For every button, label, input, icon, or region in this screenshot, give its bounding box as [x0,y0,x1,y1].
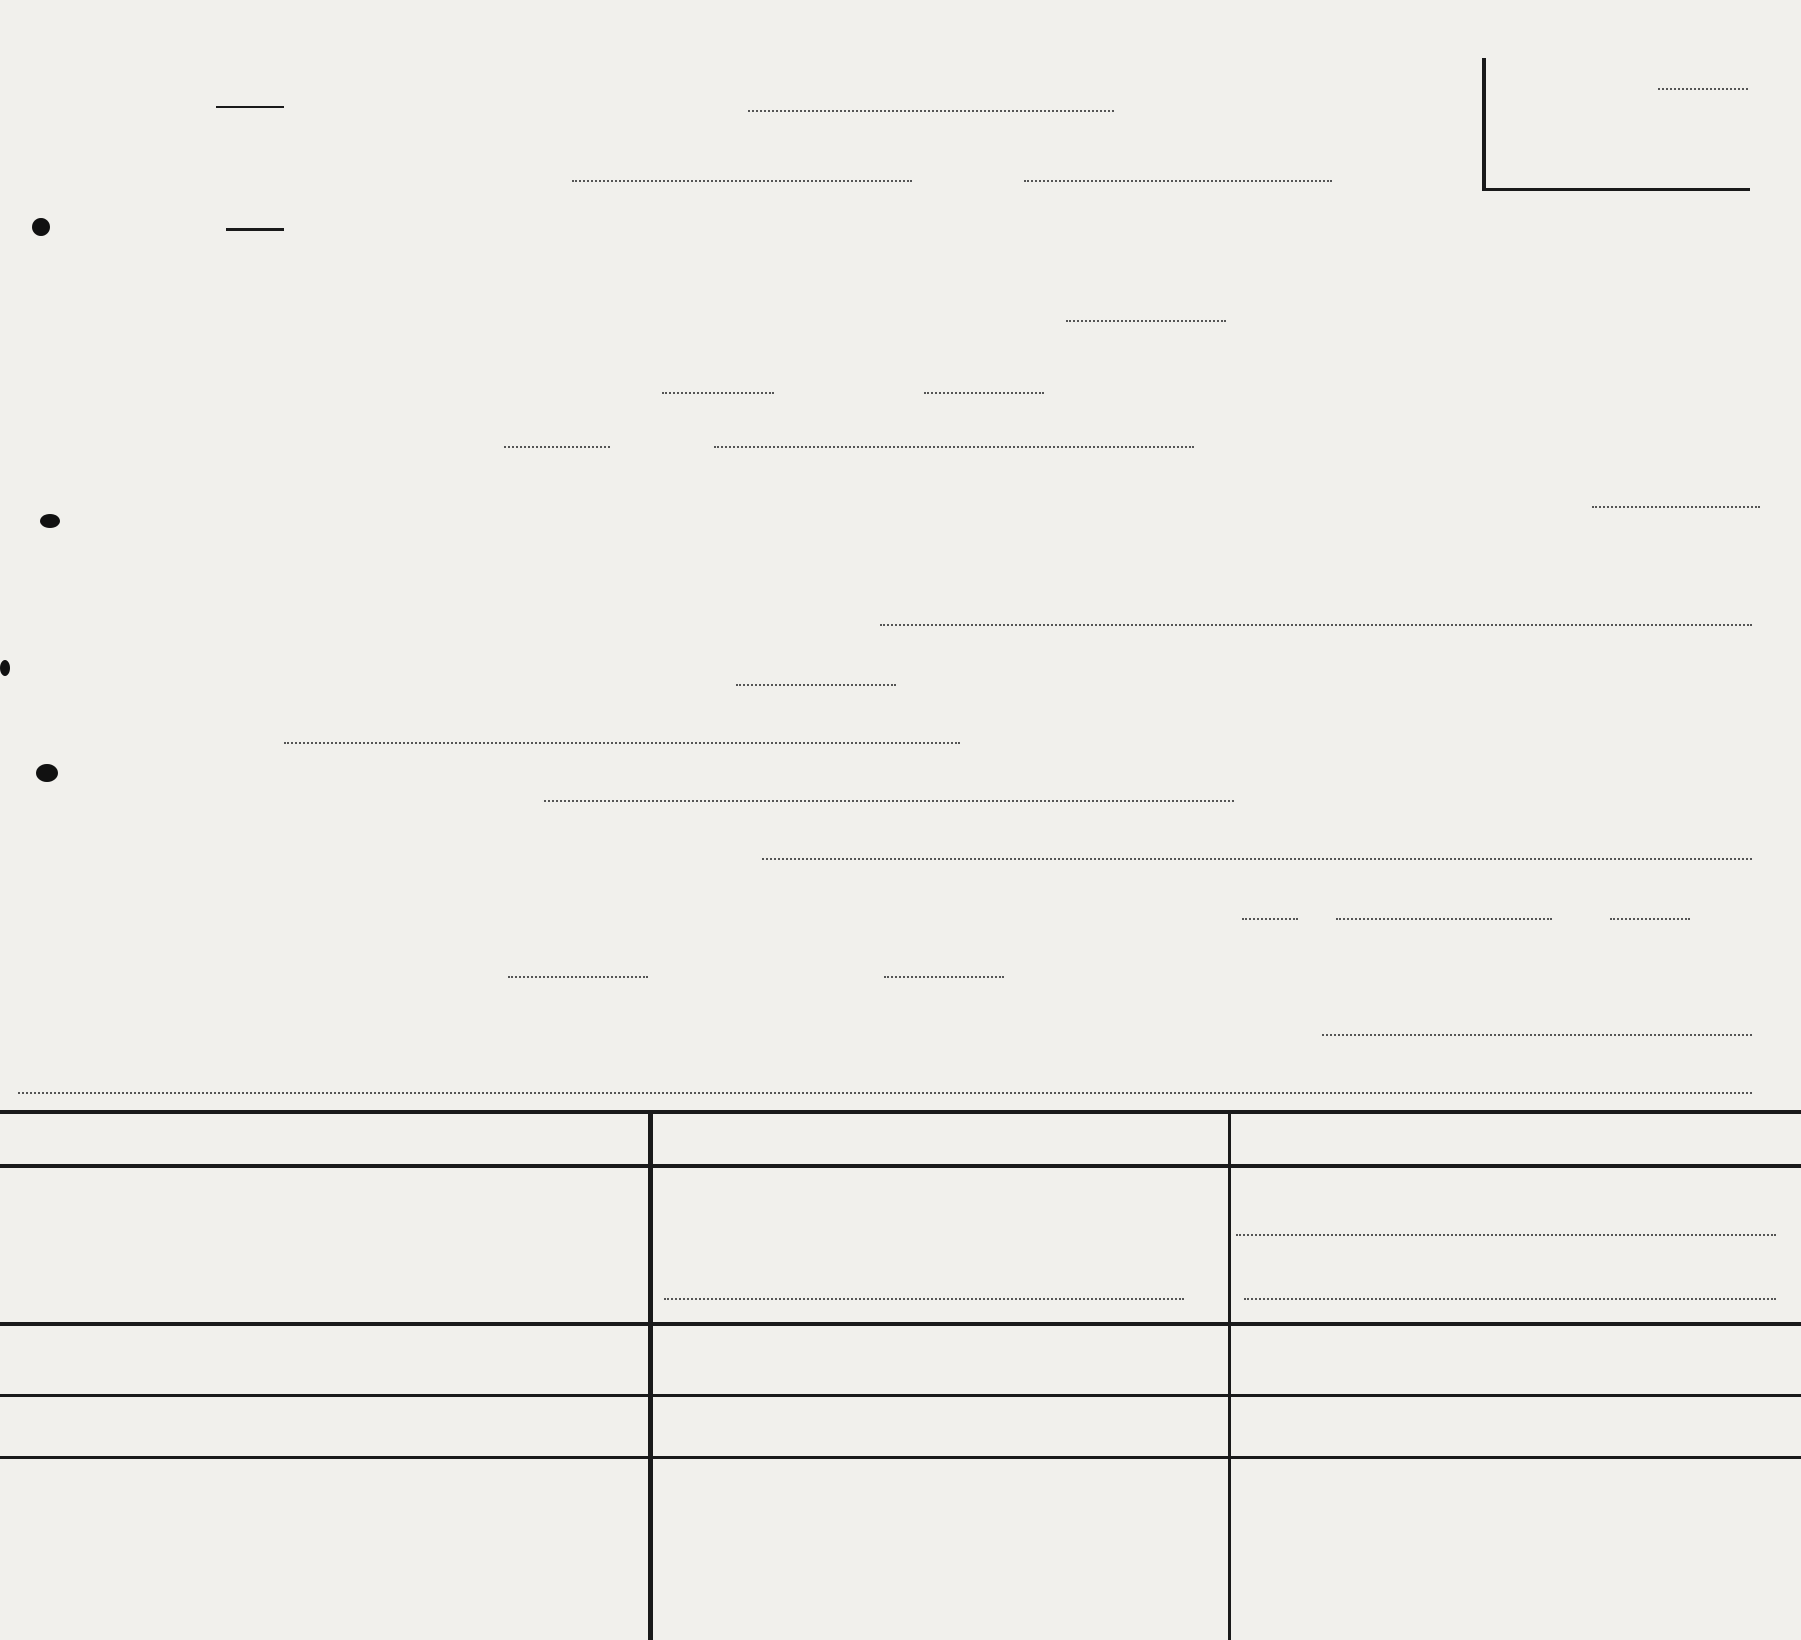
fill-line [1658,88,1748,90]
table-top-border [0,1110,1801,1114]
fill-line [714,446,1194,448]
fill-line [924,392,1044,394]
fill-line [1336,918,1552,920]
paper-speck [32,218,50,236]
fill-line [18,1092,1752,1094]
paper-speck [36,764,58,782]
fill-line [1242,918,1298,920]
paper-speck [40,514,60,528]
fill-line [762,858,1752,860]
divider [226,228,284,231]
fill-line [1322,1034,1752,1036]
book-box-left-border [1482,58,1486,190]
divider [216,106,284,108]
fill-line [1244,1298,1776,1300]
table-row-border [0,1322,1801,1326]
fill-line [880,624,1752,626]
fill-line [1236,1234,1776,1236]
paper-speck [0,660,10,676]
fill-line [544,800,1234,802]
fill-line [736,684,896,686]
book-box-bottom-border [1482,188,1750,191]
fill-line [662,392,774,394]
fill-line [508,976,648,978]
fill-line [284,742,960,744]
table-header-border [0,1164,1801,1168]
fill-line [748,110,1114,112]
fill-line [1024,180,1332,182]
fill-line [572,180,912,182]
table-column-divider [648,1110,653,1640]
fill-line [664,1298,1184,1300]
fill-line [504,446,610,448]
table-column-divider [1228,1110,1231,1640]
fill-line [1066,320,1226,322]
table-row-border [0,1394,1801,1397]
fill-line [1592,506,1760,508]
fill-line [884,976,1004,978]
table-row-border [0,1456,1801,1459]
fill-line [1610,918,1690,920]
